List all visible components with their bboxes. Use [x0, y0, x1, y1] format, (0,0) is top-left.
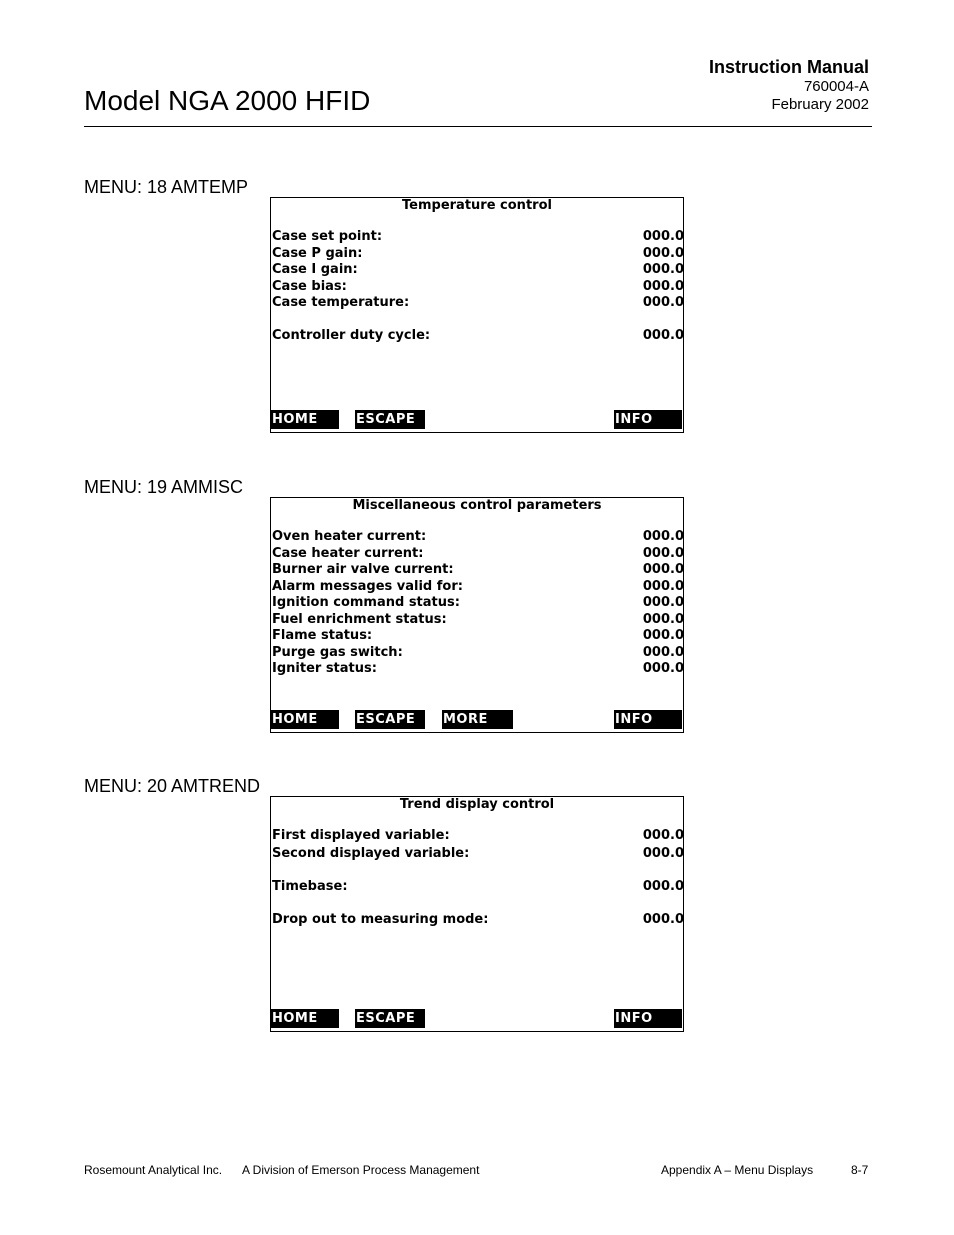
- param-label: Timebase:: [272, 879, 348, 894]
- softkey-home[interactable]: HOME: [271, 710, 339, 729]
- menu-label-amtemp: MENU: 18 AMTEMP: [84, 177, 249, 197]
- param-value: 000.0: [642, 645, 684, 660]
- param-label: Alarm messages valid for:: [272, 579, 463, 594]
- param-value: 000.0: [642, 229, 684, 244]
- param-label: Case temperature:: [272, 295, 410, 310]
- param-label: Ignition command status:: [272, 595, 460, 610]
- param-row: [272, 246, 683, 262]
- param-row: [272, 628, 683, 644]
- param-label: Burner air valve current:: [272, 562, 454, 577]
- param-value: 000.0: [642, 612, 684, 627]
- param-row: [272, 295, 683, 311]
- screen-trend-display-control: [270, 796, 684, 1032]
- param-row: [272, 879, 683, 895]
- screen-title: Temperature control: [402, 198, 552, 213]
- param-value: 000.0: [642, 579, 684, 594]
- manual-label: Instruction Manual: [708, 57, 869, 77]
- param-value: 000.0: [642, 246, 684, 261]
- softkey-escape[interactable]: ESCAPE: [355, 1009, 425, 1028]
- param-value: 000.0: [642, 262, 684, 277]
- document-date: February 2002: [771, 96, 869, 113]
- param-label: Purge gas switch:: [272, 645, 403, 660]
- footer-division: A Division of Emerson Process Management: [242, 1163, 480, 1177]
- param-row: [272, 846, 683, 862]
- param-label: Igniter status:: [272, 661, 377, 676]
- softkey-home[interactable]: HOME: [271, 410, 339, 429]
- param-label: Oven heater current:: [272, 529, 427, 544]
- screen-title: Miscellaneous control parameters: [352, 498, 602, 513]
- softkey-more[interactable]: MORE: [442, 710, 513, 729]
- param-row: [272, 529, 683, 545]
- param-label: Case I gain:: [272, 262, 358, 277]
- param-label: Controller duty cycle:: [272, 328, 431, 343]
- menu-label-ammisc: MENU: 19 AMMISC: [84, 477, 244, 497]
- softkey-info[interactable]: INFO: [614, 710, 682, 729]
- footer-company: Rosemount Analytical Inc.: [84, 1163, 223, 1177]
- header-info: [709, 56, 869, 114]
- param-label: First displayed variable:: [272, 828, 450, 843]
- param-row: [272, 645, 683, 661]
- param-value: 000.0: [642, 546, 684, 561]
- softkey-escape[interactable]: ESCAPE: [355, 410, 425, 429]
- param-label: Fuel enrichment status:: [272, 612, 447, 627]
- param-value: 000.0: [642, 628, 684, 643]
- param-row: [272, 279, 683, 295]
- param-row: [272, 595, 683, 611]
- screen-temperature-control: [270, 197, 684, 433]
- param-label: Case bias:: [272, 279, 347, 294]
- screen-miscellaneous-control: [270, 497, 684, 733]
- document-title: Model NGA 2000 HFID: [84, 85, 371, 116]
- param-row: [272, 229, 683, 245]
- param-value: 000.0: [642, 295, 684, 310]
- param-row: [272, 912, 683, 928]
- param-label: Case heater current:: [272, 546, 424, 561]
- param-value: 000.0: [642, 828, 684, 843]
- page-number: 8-7: [851, 1163, 869, 1177]
- param-label: Case set point:: [272, 229, 383, 244]
- param-value: 000.0: [642, 595, 684, 610]
- softkey-home[interactable]: HOME: [271, 1009, 339, 1028]
- menu-label-amtrend: MENU: 20 AMTREND: [84, 776, 261, 796]
- param-label: Second displayed variable:: [272, 846, 470, 861]
- param-value: 000.0: [642, 661, 684, 676]
- param-value: 000.0: [642, 562, 684, 577]
- param-row: [272, 328, 683, 344]
- param-label: Drop out to measuring mode:: [272, 912, 489, 927]
- param-label: Flame status:: [272, 628, 373, 643]
- param-row: [272, 661, 683, 677]
- screen-title: Trend display control: [399, 797, 555, 812]
- softkey-escape[interactable]: ESCAPE: [355, 710, 425, 729]
- param-value: 000.0: [642, 912, 684, 927]
- document-number: 760004-A: [803, 78, 869, 95]
- param-row: [272, 546, 683, 562]
- param-row: [272, 828, 683, 844]
- param-label: Case P gain:: [272, 246, 363, 261]
- param-value: 000.0: [642, 279, 684, 294]
- header-rule: [84, 126, 872, 127]
- param-value: 000.0: [642, 529, 684, 544]
- param-row: [272, 579, 683, 595]
- param-value: 000.0: [642, 879, 684, 894]
- param-value: 000.0: [642, 328, 684, 343]
- param-row: [272, 262, 683, 278]
- softkey-info[interactable]: INFO: [614, 410, 682, 429]
- param-value: 000.0: [642, 846, 684, 861]
- param-row: [272, 562, 683, 578]
- param-row: [272, 612, 683, 628]
- footer-section: Appendix A – Menu Displays: [661, 1163, 814, 1177]
- softkey-info[interactable]: INFO: [614, 1009, 682, 1028]
